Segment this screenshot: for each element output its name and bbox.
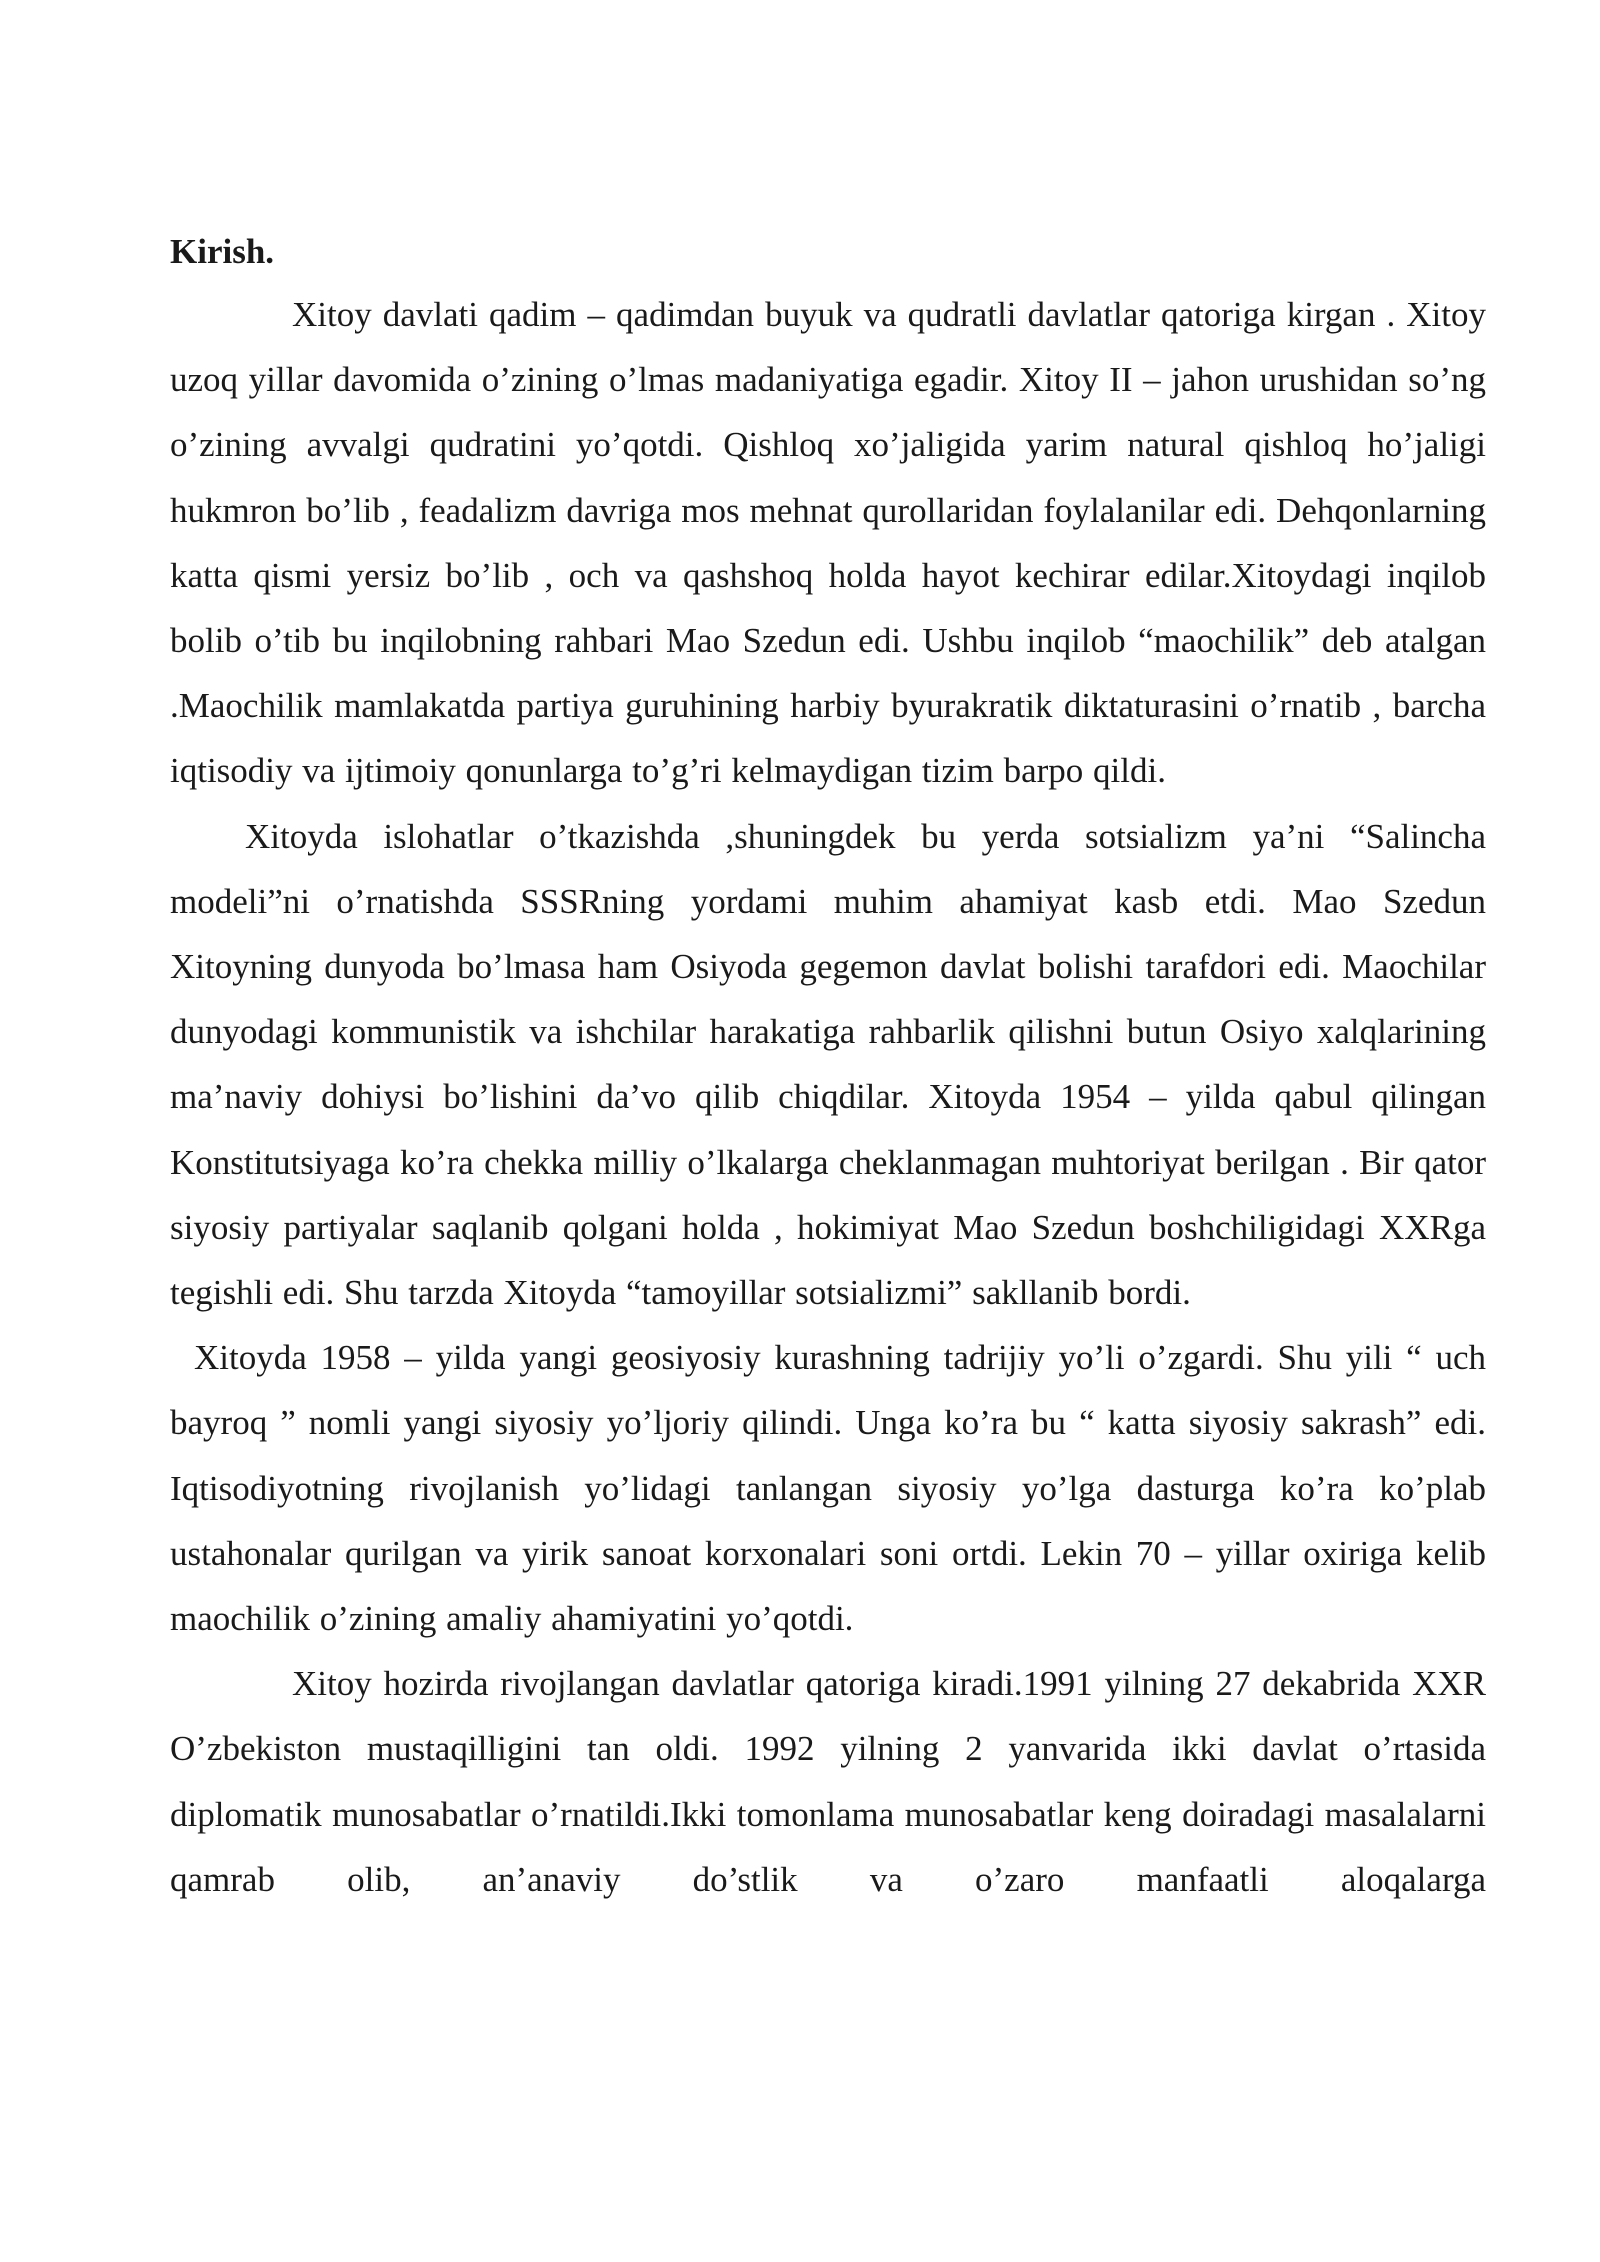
document-body [170,222,1486,1912]
paragraph-1: Xitoy davlati qadim – qadimdan buyuk va qudratli davlatlar qatoriga kirgan . Xitoy uzoq yillar davomida o’zining o’lmas madaniyatiga egadir. Xitoy II – jahon urushidan so’ng o’zining avvalgi qudratini yo’qotdi. Qishloq xo’jaligida yarim natural qishloq ho’jaligi hukmron bo’lib , feadalizm davriga mos mehnat qurollaridan foylalanilar edi. Dehqonlarning katta qismi yersiz bo’lib , och va qashshoq holda hayot kechirar edilar.Xitoydagi inqilob bolib o’tib bu inqilobning rahbari Mao Szedun edi. Ushbu inqilob “maochilik” deb atalgan .Maochilik mamlakatda partiya guruhining harbiy byurakratik diktaturasini o’rnatib , barcha iqtisodiy va ijtimoiy qonunlarga to’g’ri kelmaydigan tizim barpo qildi. [170,295,1486,791]
section-heading: Kirish. [170,232,275,271]
paragraph-3: Xitoyda 1958 – yilda yangi geosiyosiy kurashning tadrijiy yo’li o’zgardi. Shu yili “ uch bayroq ” nomli yangi siyosiy yo’ljoriy qilindi. Unga ko’ra bu “ katta siyosiy sakrash” edi. Iqtisodiyotning rivojlanish yo’lidagi tanlangan siyosiy yo’lga dasturga ko’ra ko’plab ustahonalar qurilgan va yirik sanoat korxonalari soni ortdi. Lekin 70 – yillar oxiriga kelib maochilik o’zining amaliy ahamiyatini yo’qotdi. [170,1338,1486,1639]
paragraph-4: Xitoy hozirda rivojlangan davlatlar qatoriga kiradi.1991 yilning 27 dekabrida XXR O’zbekiston mustaqilligini tan oldi. 1992 yilning 2 yanvarida ikki davlat o’rtasida diplomatik munosabatlar o’rnatildi.Ikki tomonlama munosabatlar keng doiradagi masalalarni qamrab olib, an’anaviy do’stlik va o’zaro manfaatli aloqalarga [170,1664,1486,1899]
paragraph-2: Xitoyda islohatlar o’tkazishda ,shuningdek bu yerda sotsializm ya’ni “Salincha modeli”ni o’rnatishda SSSRning yordami muhim ahamiyat kasb etdi. Mao Szedun Xitoyning dunyoda bo’lmasa ham Osiyoda gegemon davlat bolishi tarafdori edi. Maochilar dunyodagi kommunistik va ishchilar harakatiga rahbarlik qilishni butun Osiyo xalqlarining ma’naviy dohiysi bo’lishini da’vo qilib chiqdilar. Xitoyda 1954 – yilda qabul qilingan Konstitutsiyaga ko’ra chekka milliy o’lkalarga cheklanmagan muhtoriyat berilgan . Bir qator siyosiy partiyalar saqlanib qolgani holda , hokimiyat Mao Szedun boshchiligidagi XXRga tegishli edi. Shu tarzda Xitoyda “tamoyillar sotsializmi” sakllanib bordi. [170,816,1486,1313]
